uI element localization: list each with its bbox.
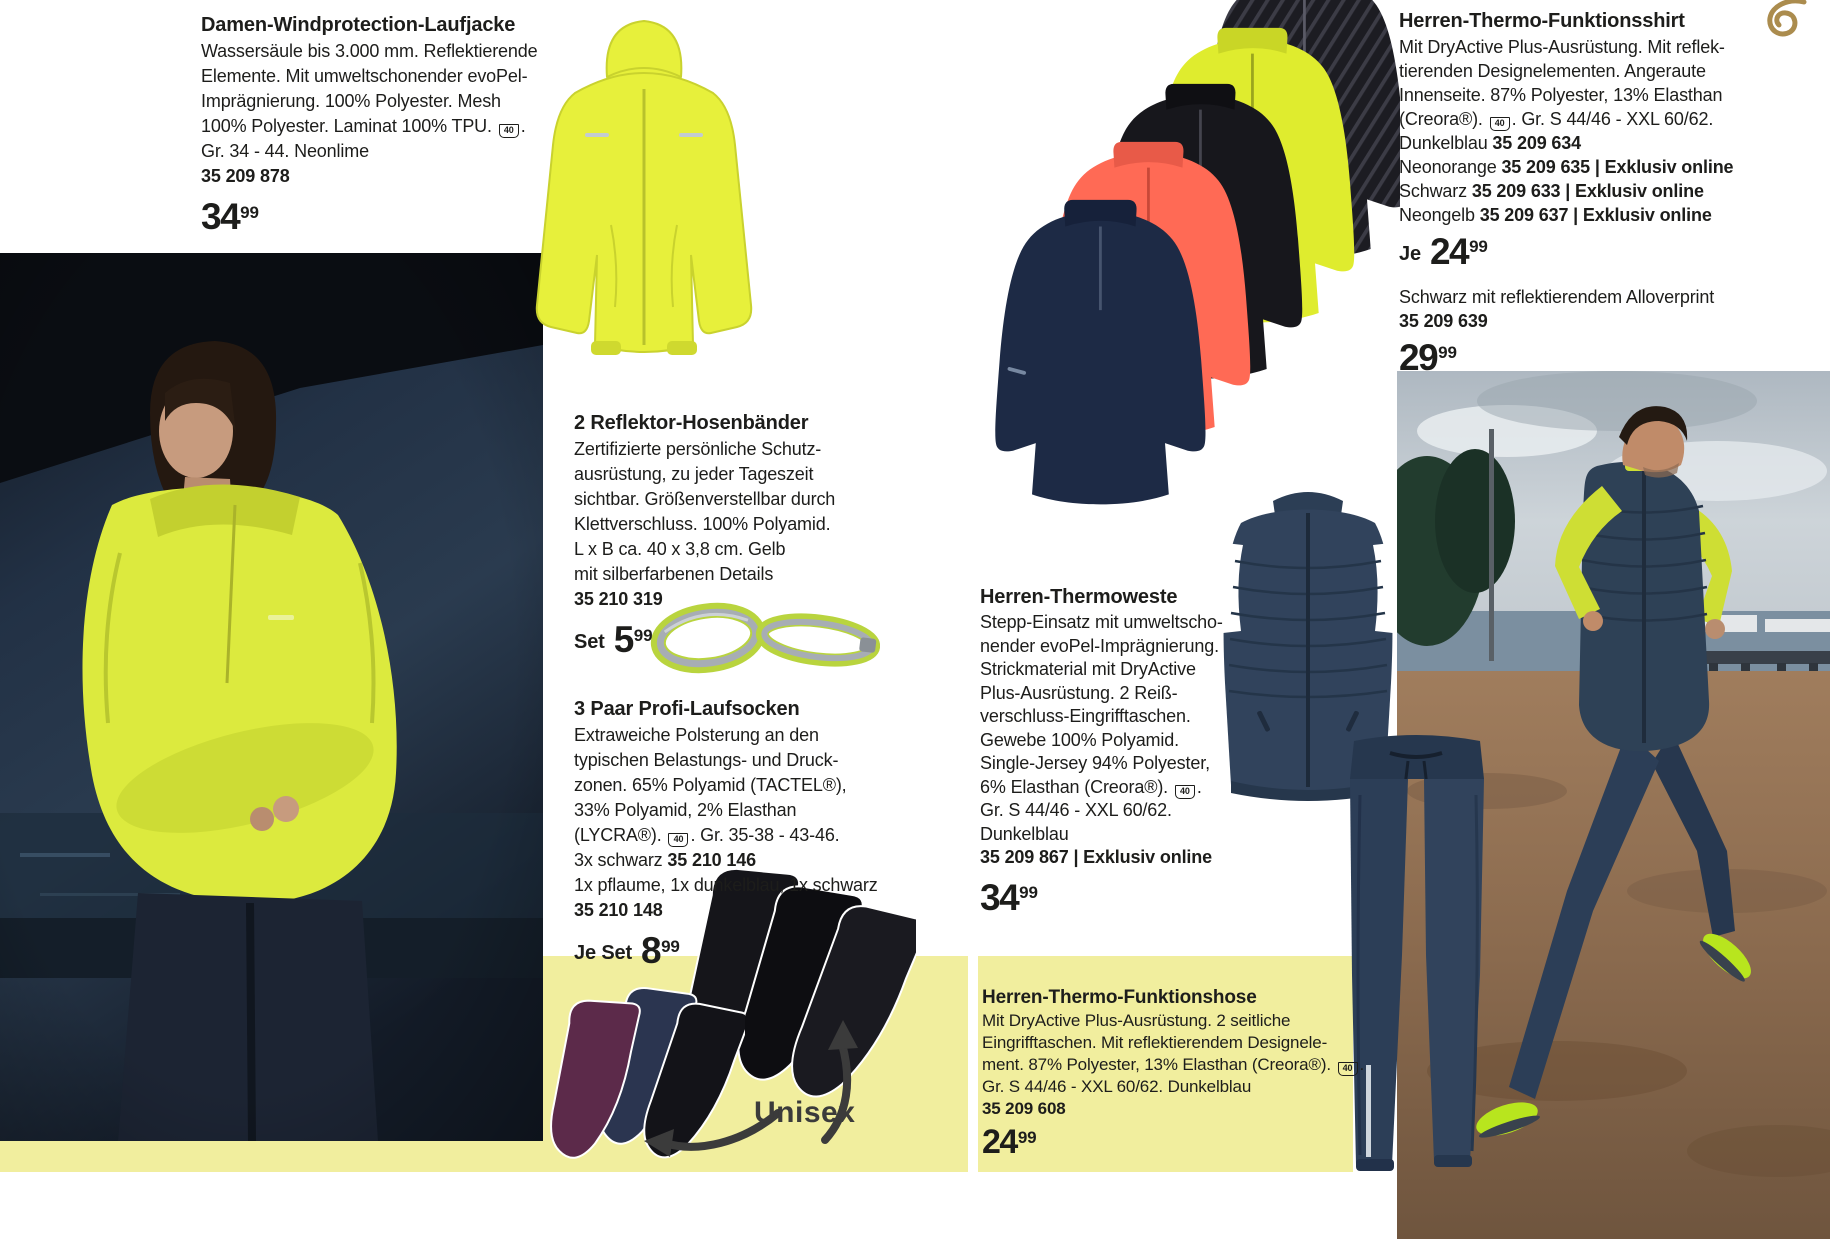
product-price: 34 99 [201, 196, 259, 237]
wash-40-icon: 40 [1338, 1062, 1358, 1076]
product-block-reflektor-hosenbaender [574, 410, 844, 659]
product-price: Je 24 99 [1399, 231, 1488, 272]
product-photo-windjacket [515, 15, 773, 405]
product-description: Zertifizierte persönliche Schutz- ausrüstung, zu jeder Tageszeit sichtbar. Größenverstellbar durch Klettverschluss. 100% Polyamid. L x B ca. 40 x 3,8 cm. Gelb mit silberfarbenen Details 35 210 319 [574, 439, 836, 609]
product-block-herren-thermoweste [980, 584, 1230, 917]
unisex-label: Unisex [754, 1096, 856, 1129]
product-title: Damen-Windprotection-Laufjacke [201, 14, 516, 36]
product-title: Herren-Thermo-Funktionshose [982, 987, 1257, 1008]
product-price: 34 99 [980, 876, 1038, 918]
product-description: Mit DryActive Plus-Ausrüstung. Mit reflek- tierenden Designelementen. Angeraute Innenseite. 87% Polyester, 13% Elasthan (Creora®). 40 . Gr. S 44/46 - XXL 60/62. Dunkelblau 35 209 634 Neonorange 35 209 635 | Exklusiv online Schwarz 35 209 633 | Exklusiv online Neongelb 35 209 637 | Exklusiv online [1399, 37, 1734, 225]
product-title: 2 Reflektor-Hosenbänder [574, 412, 809, 434]
wash-40-icon: 40 [499, 124, 519, 138]
woman-photo-scene [0, 253, 543, 1141]
product-block-profi-laufsocken [574, 696, 878, 971]
product-price: Set 5 99 [574, 619, 653, 660]
product-block-damen-laufjacke [201, 12, 536, 236]
product-title: 3 Paar Profi-Laufsocken [574, 698, 800, 720]
product-price: 24 99 [982, 1123, 1037, 1161]
wash-40-icon: 40 [1490, 117, 1510, 131]
wash-40-icon: 40 [1175, 785, 1195, 799]
highlight-band-gap [968, 956, 978, 1172]
product-variant-label: Schwarz mit reflektierendem Alloverprint [1399, 287, 1715, 307]
photo-woman-runner [0, 253, 543, 1141]
product-description: Extraweiche Polsterung an den typischen Belastungs- und Druck- zonen. 65% Polyamid (TACTEL®), 33% Polyamid, 2% Elasthan (LYCRA®). 40 . Gr. 35-38 - 43-46. 3x schwarz 35 210 146 1x pflaume, 1x dunkelblau, 1x schwarz 35 210 148 [574, 725, 878, 920]
wash-40-icon: 40 [668, 833, 688, 847]
windjacket-drawing [515, 15, 773, 405]
product-title: Herren-Thermo-Funktionsshirt [1399, 10, 1685, 32]
product-variant-price: 29 99 [1399, 337, 1457, 378]
product-description: Stepp-Einsatz mit umweltscho- nender evoPel-Imprägnierung. Strickmaterial mit DryActive Plus-Ausrüstung. 2 Reiß- verschluss-Eingrifftaschen. Gewebe 100% Polyamid. Single-Jersey 94% Polyester, 6% Elasthan (Creora®). 40 . Gr. S 44/46 - XXL 60/62. Dunkelblau 35 209 867 | Exklusiv online [980, 612, 1223, 867]
product-description: Wassersäule bis 3.000 mm. Reflektierende Elemente. Mit umweltschonender evoPel- Imprägnierung. 100% Polyester. Mesh 100% Polyester. Laminat 100% TPU. 40 . Gr. 34 - 44. Neonlime 35 209 878 [201, 41, 538, 186]
product-title: Herren-Thermoweste [980, 586, 1178, 608]
product-description: Mit DryActive Plus-Ausrüstung. 2 seitliche Eingrifftaschen. Mit reflektierendem Designele- ment. 87% Polyester, 13% Elasthan (Creora®). 40 . Gr. S 44/46 - XXL 60/62. Dunkelblau 35 209 608 [982, 1011, 1365, 1118]
product-block-herren-thermo-funktionshose [982, 986, 1365, 1161]
product-price: Je Set 8 99 [574, 930, 680, 971]
product-variant-code: 35 209 639 [1399, 311, 1488, 331]
product-block-herren-thermo-funktionsshirt [1399, 8, 1769, 377]
